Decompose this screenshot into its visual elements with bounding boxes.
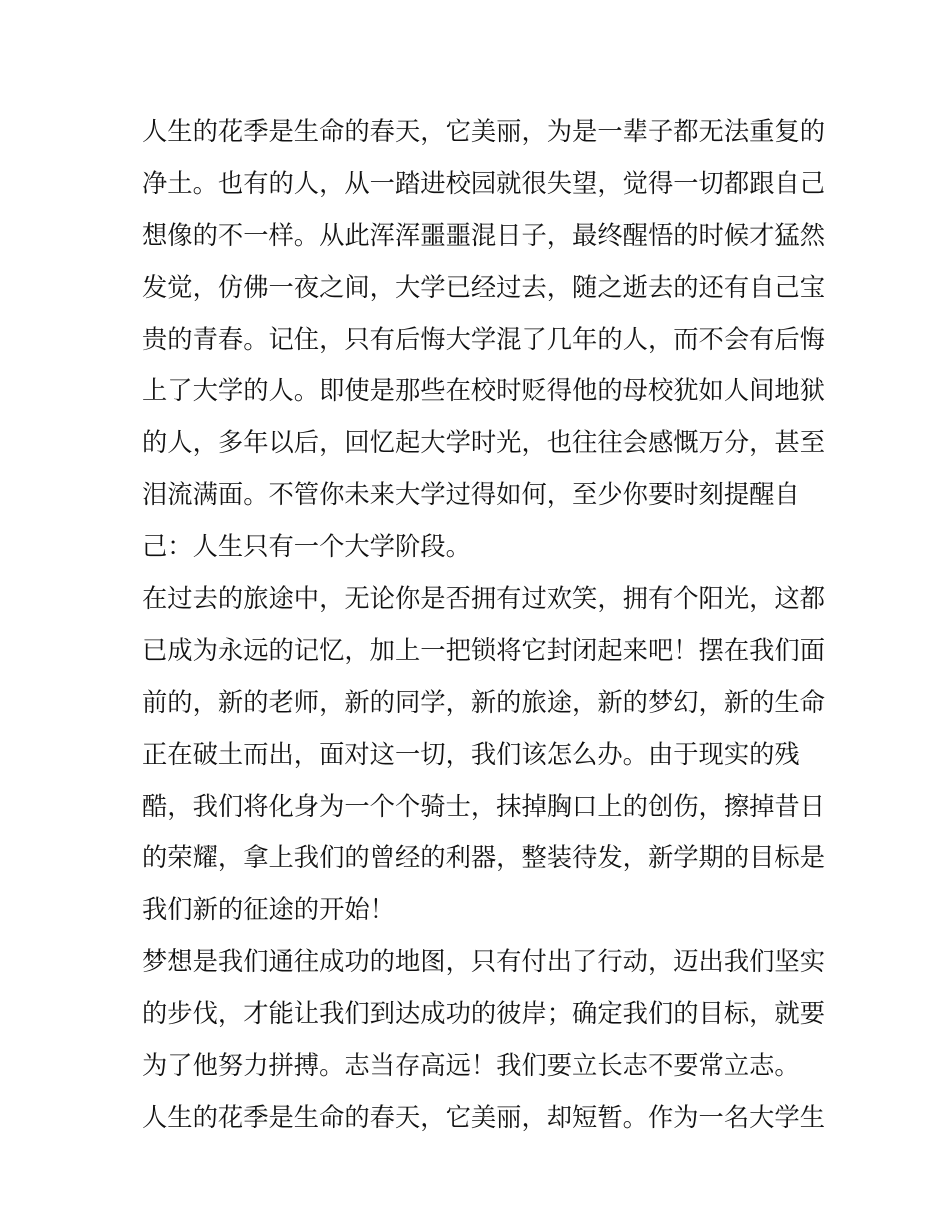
text-line: 已成为永远的记忆，加上一把锁将它封闭起来吧！摆在我们面 [142,635,826,665]
text-line: 净土。也有的人，从一踏进校园就很失望，觉得一切都跟自己 [142,168,826,198]
text-line: 泪流满面。不管你未来大学过得如何，至少你要时刻提醒自 [142,480,800,510]
text-line: 梦想是我们通往成功的地图，只有付出了行动，迈出我们坚实 [142,947,826,977]
body-text [142,106,826,1144]
text-line: 的人，多年以后，回忆起大学时光，也往往会感慨万分，甚至 [142,428,826,458]
text-line: 为了他努力拼搏。志当存高远！我们要立长志不要常立志。 [142,1051,800,1081]
text-line: 在过去的旅途中，无论你是否拥有过欢笑，拥有个阳光，这都 [142,584,826,614]
text-line: 的荣耀，拿上我们的曾经的利器，整装待发，新学期的目标是 [142,843,826,873]
text-line: 人生的花季是生命的春天，它美丽，为是一辈子都无法重复的 [142,117,826,146]
text-line: 我们新的征途的开始！ [142,895,395,925]
text-line: 酷，我们将化身为一个个骑士，抹掉胸口上的创伤，擦掉昔日 [142,791,826,821]
text-line: 己：人生只有一个大学阶段。 [142,532,471,562]
text-line: 的步伐，才能让我们到达成功的彼岸；确定我们的目标，就要 [142,999,826,1029]
text-line: 人生的花季是生命的春天，它美丽，却短暂。作为一名大学生 [142,1102,826,1132]
text-line: 正在破土而出，面对这一切，我们该怎么办。由于现实的残 [142,739,800,769]
text-line: 想像的不一样。从此浑浑噩噩混日子，最终醒悟的时候才猛然 [142,220,826,250]
text-line: 上了大学的人。即使是那些在校时贬得他的母校犹如人间地狱 [142,376,826,406]
text-line: 发觉，仿佛一夜之间，大学已经过去，随之逝去的还有自己宝 [142,272,826,302]
text-line: 前的，新的老师，新的同学，新的旅途，新的梦幻，新的生命 [142,687,826,717]
text-line: 贵的青春。记住，只有后悔大学混了几年的人，而不会有后悔 [142,324,826,354]
